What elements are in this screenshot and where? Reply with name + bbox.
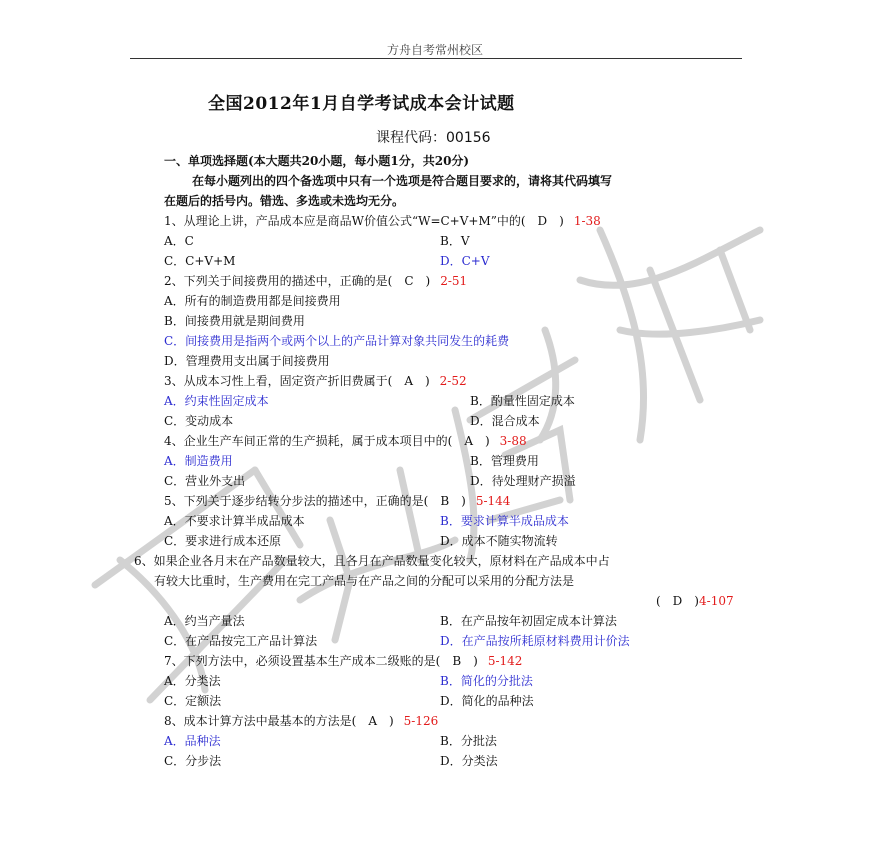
- option-3c: C．变动成本: [164, 414, 234, 428]
- question-3-stem: 3、从成本习性上看，固定资产折旧费属于( A ) 2-52: [164, 374, 467, 388]
- question-2-ref: 2-51: [440, 274, 468, 288]
- question-7-ref: 5-142: [487, 654, 523, 668]
- question-6-stem: 6、如果企业各月末在产品数量较大，且各月在产品数量变化较大，原材料在产品成本中占: [134, 554, 610, 568]
- question-4-stem: 4、企业生产车间正常的生产损耗，属于成本项目中的( A ) 3-88: [164, 434, 527, 448]
- instruction-line-1: 在每小题列出的四个备选项中只有一个选项是符合题目要求的，请将其代码填写: [192, 174, 613, 188]
- option-3a: A．约束性固定成本: [164, 394, 269, 408]
- option-1c: C．C+V+M: [164, 254, 236, 268]
- question-1-stem: 1、从理论上讲，产品成本应是商品W价值公式“W=C+V+M”中的( D ) 1-38: [164, 214, 601, 228]
- question-6-ref: 4-107: [699, 594, 734, 608]
- course-code: 课程代码：00156: [376, 130, 491, 146]
- option-6d: D．在产品按所耗原材料费用计价法: [440, 634, 630, 648]
- section-heading: 一、单项选择题(本大题共20小题，每小题1分，共20分): [164, 154, 470, 168]
- option-1b: B．V: [440, 234, 470, 248]
- option-5b: B．要求计算半成品成本: [440, 514, 569, 528]
- question-5-stem: 5、下列关于逐步结转分步法的描述中，正确的是( B ) 5-144: [164, 494, 511, 508]
- option-5d: D．成本不随实物流转: [440, 534, 558, 548]
- option-8c: C．分步法: [164, 754, 222, 768]
- option-3d: D．混合成本: [470, 414, 540, 428]
- option-8a: A．品种法: [164, 734, 221, 748]
- question-5-ref: 5-144: [475, 494, 511, 508]
- option-5a: A．不要求计算半成品成本: [164, 514, 305, 528]
- option-1a: A．C: [164, 234, 194, 248]
- page-header: 方舟自考常州校区: [386, 43, 483, 57]
- option-4a: A．制造费用: [164, 454, 233, 468]
- question-6-stem-continued: 有较大比重时，生产费用在完工产品与在产品之间的分配可以采用的分配方法是: [154, 574, 575, 588]
- option-8b: B．分批法: [440, 734, 497, 748]
- option-2b: B．间接费用就是期间费用: [164, 314, 305, 328]
- option-8d: D．分类法: [440, 754, 498, 768]
- option-3b: B．酌量性固定成本: [470, 394, 575, 408]
- question-8-ref: 5-126: [403, 714, 439, 728]
- option-5c: C．要求进行成本还原: [164, 534, 282, 548]
- option-2a: A．所有的制造费用都是间接费用: [164, 294, 341, 308]
- exam-title: 全国2012年1月自学考试成本会计试题: [208, 94, 515, 114]
- option-6a: A．约当产量法: [164, 614, 245, 628]
- option-2d: D．管理费用支出属于间接费用: [164, 354, 330, 368]
- option-4b: B．管理费用: [470, 454, 539, 468]
- option-4c: C．营业外支出: [164, 474, 246, 488]
- option-6c: C．在产品按完工产品计算法: [164, 634, 318, 648]
- option-1d: D．C+V: [440, 254, 490, 268]
- question-8-stem: 8、成本计算方法中最基本的方法是( A ) 5-126: [164, 714, 439, 728]
- option-7b: B．简化的分批法: [440, 674, 533, 688]
- question-1-ref: 1-38: [573, 214, 601, 228]
- question-3-ref: 2-52: [439, 374, 467, 388]
- question-2-stem: 2、下列关于间接费用的描述中，正确的是( C ) 2-51: [164, 274, 468, 288]
- instruction-line-2: 在题后的括号内。错选、多选或未选均无分。: [164, 194, 405, 208]
- option-7d: D．简化的品种法: [440, 694, 534, 708]
- question-7-stem: 7、下列方法中，必须设置基本生产成本二级账的是( B ) 5-142: [164, 654, 523, 668]
- option-7c: C．定额法: [164, 694, 222, 708]
- header-divider: [130, 58, 742, 59]
- option-2c: C．间接费用是指两个或两个以上的产品计算对象共同发生的耗费: [164, 334, 510, 348]
- option-7a: A．分类法: [164, 674, 221, 688]
- option-4d: D．待处理财产损溢: [470, 474, 576, 488]
- option-6b: B．在产品按年初固定成本计算法: [440, 614, 617, 628]
- question-6-answer: ( D )4-107: [656, 594, 734, 608]
- question-4-ref: 3-88: [499, 434, 527, 448]
